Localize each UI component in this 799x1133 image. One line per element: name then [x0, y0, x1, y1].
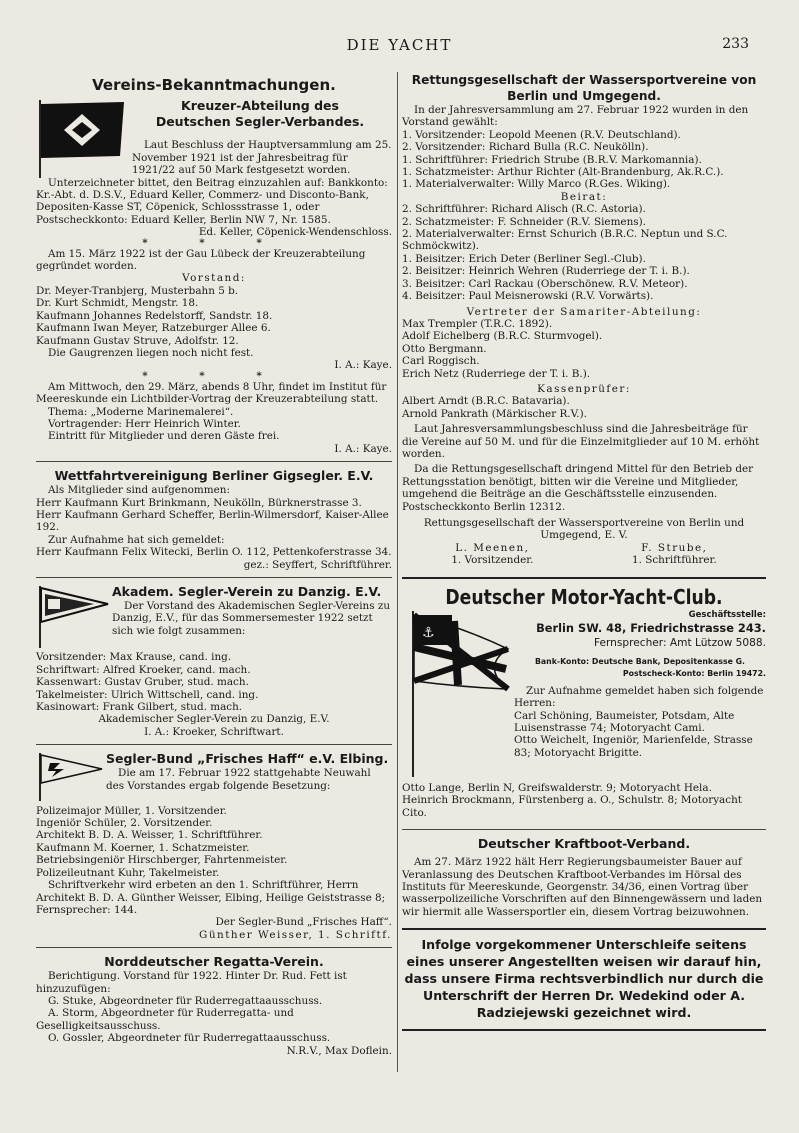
list-item: Albert Arndt (B.R.C. Batavaria). — [402, 395, 570, 408]
sig-name: L. Meenen, — [455, 541, 530, 554]
list-item: 4. Beisitzer: Paul Meisnerowski (R.V. Vorwärts). — [402, 290, 654, 303]
gigsegler-p3: Herr Kaufmann Gerhard Scheffer, Berlin-Wilmersdorf, Kaiser-Allee 192. — [36, 508, 389, 534]
kreuzer-gaugrenzen: Die Gaugrenzen liegen noch nicht fest. — [48, 346, 254, 359]
dmyc-postscheck: Postscheck-Konto: Berlin 19472. — [622, 669, 766, 679]
page-header — [0, 32, 799, 62]
dmyc-intro: Zur Aufnahme gemeldet haben sich folgende Herren: — [514, 684, 764, 710]
divider — [36, 577, 392, 578]
list-item: Otto Weichelt, Ingeniör, Marienfelde, Strasse 83; Motoryacht Brigitte. — [514, 734, 753, 759]
rettung-p1: Laut Jahresversammlungsbeschluss sind die Jahresbeiträge für die Vereine auf 50 M. und für die Einzelmitglieder auf 10 M. erhöht worden. — [402, 423, 760, 460]
notice-box: Infolge vorgekommener Unterschleife seitens eines unserer Angestellten weisen wir darauf hin, dass unsere Firma rechtsverbindlich nur durch die Unterschrift der Herren Dr. Wedekind oder A. Radziejewski gezeichnet wird. — [404, 937, 764, 1021]
elbing-sig-1: Der Segler-Bund „Frisches Haff“. — [215, 916, 392, 929]
kreuzer-ia-2: I. A.: Kaye. — [334, 442, 392, 455]
gigsegler-sig: gez.: Seyffert, Schriftführer. — [243, 558, 392, 571]
dmyc-address: Berlin SW. 48, Friedrichstrasse 243. — [536, 621, 766, 636]
gigsegler-title: Wettfahrtvereinigung Berliner Gigsegler. E.V. — [54, 468, 374, 484]
dmyc-flag-icon — [402, 609, 514, 782]
kreuzer-eintritt: Eintritt für Mitglieder und deren Gäste frei. — [48, 430, 280, 443]
list-item: Takelmeister: Ulrich Wittschell, cand. ing. — [36, 688, 259, 701]
kraftboot-p: Am 27. März 1922 hält Herr Regierungsbaumeister Bauer auf Veranlassung des Deutschen Kraftboot-Verbandes im Hörsal des Instituts für Meereskunde, Georgenstr. 34/36, einen Vortrag über wasserpolizeiliche Vorschriften auf den Binnengewässern und laden wir hiermit alle Wassersportler ein, diesem Vortrag beizuwohnen. — [402, 856, 763, 918]
list-item: G. Stuke, Abgeordneter für Ruderregattaausschuss. — [48, 994, 323, 1007]
kreuzer-vortrag: Am Mittwoch, den 29. März, abends 8 Uhr, findet im Institut für Meereskunde ein Lichtbilder-Vortrag der Kreuzerabteilung statt. — [36, 380, 387, 406]
kreuzer-ia-1: I. A.: Kaye. — [334, 359, 392, 372]
danzig-pennant-icon — [36, 584, 112, 651]
list-item: Otto Bergmann. — [402, 342, 487, 355]
list-item: Dr. Meyer-Tranbjerg, Musterbahn 5 b. — [36, 284, 239, 297]
elbing-sig-2: Günther Weisser, 1. Schriftf. — [199, 928, 392, 941]
divider — [36, 947, 392, 948]
list-item: Adolf Eichelberg (B.R.C. Sturmvogel). — [402, 330, 603, 343]
rettung-kassen-label: Kassenprüfer: — [537, 382, 631, 395]
dmyc-gs-label: Geschäftsstelle: — [688, 609, 766, 620]
gigsegler-p2: Herr Kaufmann Kurt Brinkmann, Neukölln, Bürknerstrasse 3. — [36, 496, 362, 509]
dmyc-bank: Bank-Konto: Deutsche Bank, Depositenkasse G. — [534, 657, 746, 667]
dmyc-section — [402, 609, 766, 782]
list-item: Carl Roggisch. — [402, 355, 480, 368]
list-item: Architekt B. D. A. Weisser, 1. Schriftführer. — [36, 829, 263, 842]
kreuzer-p2: Unterzeichneter bittet, den Beitrag einzuzahlen auf: Bankkonto: Kr.-Abt. d. D.S.V., Eduard Keller, Commerz- und Disconto-Bank, Depositen-Kasse ST, Cöpenick, Schlossstrasse 1, oder Postscheckkonto: Eduard Keller, Berlin NW 7, Nr. 1585. — [36, 176, 388, 226]
list-item: Erich Netz (Ruderriege der T. i. B.). — [402, 367, 591, 380]
list-item: 1. Vorsitzender: Leopold Meenen (R.V. Deutschland). — [402, 128, 681, 141]
kreuzer-thema: Thema: „Moderne Marinemalerei“. — [48, 405, 234, 418]
kraftboot-title: Deutscher Kraftboot-Verband. — [477, 836, 691, 852]
rettung-samariter-label: Vertreter der Samariter-Abteilung: — [466, 305, 702, 318]
elbing-title: Segler-Bund „Frisches Haff“ e.V. Elbing. — [106, 751, 389, 767]
list-item: Polizeimajor Müller, 1. Vorsitzender. — [36, 804, 227, 817]
rettung-sig-org: Rettungsgesellschaft der Wassersportvereine von Berlin und Umgegend, E. V. — [423, 517, 745, 542]
gigsegler-p5: Herr Kaufmann Felix Witecki, Berlin O. 112, Pettenkoferstrasse 34. — [36, 546, 392, 559]
list-item: Kaufmann Iwan Meyer, Ratzeburger Allee 6. — [36, 322, 271, 335]
divider — [402, 928, 766, 930]
regatta-title: Norddeutscher Regatta-Verein. — [104, 954, 324, 970]
rettung-title: Rettungsgesellschaft der Wassersportvereine von Berlin und Umgegend. — [411, 73, 757, 103]
list-item: Kaufmann Johannes Redelstorff, Sandstr. 18. — [36, 309, 273, 322]
divider — [402, 577, 766, 579]
elbing-section — [36, 751, 392, 804]
list-item: 1. Materialverwalter: Willy Marco (R.Ges. Wiking). — [402, 178, 671, 191]
divider — [36, 461, 392, 462]
danzig-title: Akadem. Segler-Verein zu Danzig. E.V. — [112, 584, 382, 599]
divider — [402, 829, 766, 830]
list-item: Kassenwart: Gustav Gruber, stud. mach. — [36, 676, 249, 689]
list-item: 2. Schatzmeister: F. Schneider (R.V. Siemens). — [402, 215, 646, 228]
list-item: 2. Vorsitzender: Richard Bulla (R.C. Neukölln). — [402, 141, 649, 154]
list-item: Betriebsingeniör Hirschberger, Fahrtenmeister. — [36, 854, 288, 867]
left-column — [36, 72, 392, 1057]
gigsegler-p4: Zur Aufnahme hat sich gemeldet: — [48, 533, 225, 546]
dmyc-title: Deutscher Motor-Yacht-Club. — [445, 584, 723, 609]
list-item: A. Storm, Abgeordneter für Ruderregatta- und Geselligkeitsausschuss. — [36, 1007, 294, 1032]
kreuzer-flag-icon — [36, 98, 128, 181]
journal-title: DIE YACHT — [346, 36, 453, 54]
elbing-intro: Die am 17. Februar 1922 stattgehabte Neuwahl des Vorstandes ergab folgende Besetzung: — [106, 767, 371, 792]
elbing-pennant-icon — [36, 751, 106, 804]
gigsegler-p1: Als Mitglieder sind aufgenommen: — [48, 484, 230, 497]
list-item: 2. Schriftführer: Richard Alisch (R.C. Astoria). — [402, 203, 646, 216]
kreuzer-title-1: Kreuzer-Abteilung des — [181, 98, 339, 113]
list-item: Vorsitzender: Max Krause, cand. ing. — [36, 651, 232, 664]
svg-text:⚓: ⚓ — [422, 624, 435, 641]
list-item: 1. Schriftführer: Friedrich Strube (B.R.V. Markomannia). — [402, 153, 702, 166]
danzig-sig-2: I. A.: Kroeker, Schriftwart. — [144, 725, 284, 738]
kreuzer-sig: Ed. Keller, Cöpenick-Wendenschloss. — [198, 226, 392, 239]
list-item: O. Gossler, Abgeordneter für Ruderregattaausschuss. — [48, 1032, 331, 1045]
list-item: 1. Beisitzer: Erich Deter (Berliner Segl.-Club). — [402, 252, 646, 265]
stars-divider-2: * * * — [142, 369, 286, 382]
list-item: 3. Beisitzer: Carl Rackau (Oberschönew. R.V. Meteor). — [402, 277, 688, 290]
list-item: Kaufmann Gustav Struve, Adolfstr. 12. — [36, 334, 239, 347]
list-item: Dr. Kurt Schmidt, Mengstr. 18. — [36, 297, 199, 310]
elbing-p: Schriftverkehr wird erbeten an den 1. Schriftführer, Herrn Architekt B. D. A. Günther Weisser, Elbing, Heilige Geiststrasse 8; Fernsprecher: 144. — [36, 879, 386, 916]
rettung-signatures — [402, 542, 766, 567]
list-item: Kaufmann M. Koerner, 1. Schatzmeister. — [36, 841, 250, 854]
right-column — [402, 72, 766, 1035]
danzig-sig-1: Akademischer Segler-Verein zu Danzig, E.V. — [98, 713, 330, 726]
page-number: 233 — [722, 36, 749, 52]
sig-name: F. Strube, — [641, 541, 708, 554]
list-item: 2. Beisitzer: Heinrich Wehren (Ruderriege der T. i. B.). — [402, 265, 690, 278]
divider — [402, 1029, 766, 1031]
regatta-sig: N.R.V., Max Doflein. — [286, 1044, 392, 1057]
kreuzer-vorstand-label: Vorstand: — [182, 272, 246, 285]
list-item: Polizeileutnant Kuhr, Takelmeister. — [36, 866, 220, 879]
list-item: Carl Schöning, Baumeister, Potsdam, Alte Luisenstrasse 74; Motoryacht Cami. — [514, 709, 735, 735]
kreuzer-vortragender: Vortragender: Herr Heinrich Winter. — [48, 417, 241, 430]
list-item: Heinrich Brockmann, Fürstenberg a. O., Schulstr. 8; Motoryacht Cito. — [402, 794, 742, 819]
list-item: 2. Materialverwalter: Ernst Schurich (B.R.C. Neptun und S.C. Schmöckwitz). — [402, 228, 728, 253]
list-item: Otto Lange, Berlin N, Greifswalderstr. 9; Motoryacht Hela. — [402, 782, 712, 795]
list-item: Schriftwart: Alfred Kroeker, cand. mach. — [36, 663, 251, 676]
regatta-p: Berichtigung. Vorstand für 1922. Hinter Dr. Rud. Fett ist hinzuzufügen: — [36, 970, 347, 995]
list-item: Ingeniör Schüler, 2. Vorsitzender. — [36, 817, 213, 830]
list-item: Arnold Pankrath (Märkischer R.V.). — [402, 407, 587, 420]
rettung-p2: Da die Rettungsgesellschaft dringend Mittel für den Betrieb der Rettungsstation benötigt, bitten wir die Vereine und Mitglieder, umgehend die Beiträge an die Geschäftsstelle einzusenden. Postscheckkonto Berlin 12312. — [402, 463, 754, 513]
column-divider — [397, 72, 398, 1072]
rettung-intro: In der Jahresversammlung am 27. Februar 1922 wurden in den Vorstand gewählt: — [402, 104, 749, 129]
list-item: Max Trempler (T.R.C. 1892). — [402, 317, 553, 330]
sig-role: 1. Vorsitzender. — [451, 554, 534, 567]
divider — [36, 744, 392, 745]
stars-divider-1: * * * — [142, 236, 286, 249]
main-title: Vereins-Bekanntmachungen. — [92, 76, 336, 94]
dmyc-phone: Fernsprecher: Amt Lützow 5088. — [593, 637, 766, 650]
sig-role: 1. Schriftführer. — [632, 554, 717, 567]
kreuzer-p1: Laut Beschluss der Hauptversammlung am 25. November 1921 ist der Jahresbeitrag für 1921/22 auf 50 Mark festgesetzt worden. — [132, 139, 392, 177]
list-item: 1. Schatzmeister: Arthur Richter (Alt-Brandenburg, Ak.R.C.). — [402, 166, 724, 179]
rettung-beirat-label: Beirat: — [560, 190, 608, 203]
kreuzer-gau: Am 15. März 1922 ist der Gau Lübeck der Kreuzerabteilung gegründet worden. — [36, 247, 366, 273]
danzig-intro: Der Vorstand des Akademischen Segler-Vereins zu Danzig, E.V., für das Sommersemester 1922 setzt sich wie folgt zusammen: — [112, 600, 391, 637]
list-item: Kasinowart: Frank Gilbert, stud. mach. — [36, 701, 243, 714]
kreuzer-title-2: Deutschen Segler-Verbandes. — [155, 114, 365, 129]
danzig-section — [36, 584, 392, 651]
